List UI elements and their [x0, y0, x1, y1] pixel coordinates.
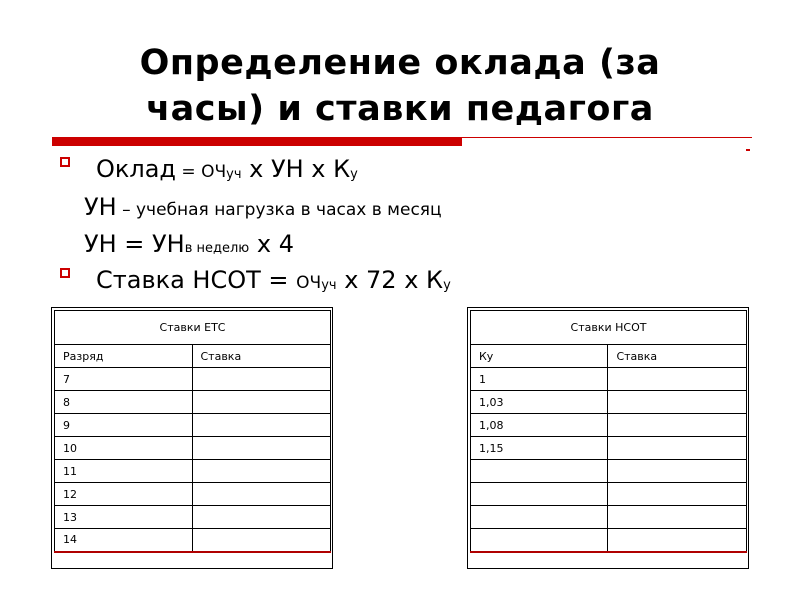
title-underline-thin [462, 137, 752, 138]
oklad-och-sub: уч [226, 167, 242, 182]
un-formula-rest: х 4 [249, 230, 294, 258]
table-cell: 1,08 [471, 414, 608, 437]
table-ets-col-razryad: Разряд [55, 345, 193, 368]
stavka-och: ОЧ [296, 273, 322, 293]
table-ets-title: Ставки ЕТС [55, 311, 331, 345]
table-cell[interactable] [608, 391, 747, 414]
table-row [471, 460, 747, 483]
table-row [55, 391, 331, 414]
un-label: УН [84, 193, 117, 221]
title-line-1: Определение оклада (за [139, 43, 661, 83]
bullet-square-icon [60, 268, 70, 278]
oklad-och: ОЧ [201, 162, 227, 182]
table-row [471, 414, 747, 437]
table-cell [471, 506, 608, 529]
oklad-label: Оклад [96, 155, 177, 183]
stavka-rest: х 72 х К [336, 266, 444, 294]
un-formula-label: УН = УН [84, 230, 185, 258]
oklad-k-sub: у [350, 167, 358, 182]
table-nsot-col-stavka: Ставка [608, 345, 747, 368]
table-cell[interactable] [192, 506, 331, 529]
table-cell[interactable] [192, 391, 331, 414]
table-cell[interactable] [192, 368, 331, 391]
table-row [55, 506, 331, 529]
un-desc: – учебная нагрузка в часах в месяц [116, 200, 442, 220]
table-cell: 10 [55, 437, 193, 460]
table-nsot-title: Ставки НСОТ [471, 311, 747, 345]
table-nsot [470, 310, 747, 553]
table-cell: 12 [55, 483, 193, 506]
table-cell: 1,03 [471, 391, 608, 414]
stavka-och-sub: уч [321, 278, 337, 293]
table-cell: 13 [55, 506, 193, 529]
table-row [471, 529, 747, 552]
table-cell [471, 460, 608, 483]
table-row [55, 460, 331, 483]
table-row [471, 506, 747, 529]
un-formula [84, 229, 294, 264]
table-cell[interactable] [608, 529, 747, 552]
table-cell: 11 [55, 460, 193, 483]
table-cell[interactable] [192, 437, 331, 460]
table-cell[interactable] [192, 414, 331, 437]
un-formula-sub: в неделю [184, 241, 250, 256]
table-row [471, 437, 747, 460]
oklad-rest: х УН х К [241, 155, 351, 183]
formula-oklad [96, 154, 358, 190]
table-cell[interactable] [608, 506, 747, 529]
table-row [55, 368, 331, 391]
table-row [471, 483, 747, 506]
table-cell: 1,15 [471, 437, 608, 460]
table-row [55, 414, 331, 437]
slide-title [60, 40, 740, 132]
table-cell[interactable] [192, 460, 331, 483]
table-cell: 9 [55, 414, 193, 437]
table-cell[interactable] [608, 460, 747, 483]
table-cell[interactable] [608, 437, 747, 460]
table-cell: 14 [55, 529, 193, 552]
table-cell[interactable] [608, 483, 747, 506]
table-row [55, 529, 331, 552]
oklad-eq: = [176, 162, 202, 182]
table-row [55, 437, 331, 460]
table-cell [471, 529, 608, 552]
title-underline-thick [52, 137, 462, 146]
title-line-2: часы) и ставки педагога [146, 89, 654, 129]
table-cell[interactable] [608, 368, 747, 391]
stavka-k-sub: у [443, 278, 451, 293]
bullet-square-icon [60, 157, 70, 167]
table-cell: 7 [55, 368, 193, 391]
stavka-label: Ставка НСОТ = [96, 266, 297, 294]
table-cell[interactable] [192, 529, 331, 552]
table-cell[interactable] [192, 483, 331, 506]
table-row [55, 483, 331, 506]
table-cell[interactable] [608, 414, 747, 437]
table-cell: 8 [55, 391, 193, 414]
table-ets [54, 310, 331, 553]
table-ets-col-stavka: Ставка [192, 345, 331, 368]
un-definition [84, 192, 442, 225]
formula-stavka-nsot [96, 265, 451, 301]
table-row [471, 368, 747, 391]
table-nsot-col-ku: Ку [471, 345, 608, 368]
table-cell [471, 483, 608, 506]
table-row [471, 391, 747, 414]
title-underline-end-mark [746, 149, 750, 151]
table-cell: 1 [471, 368, 608, 391]
